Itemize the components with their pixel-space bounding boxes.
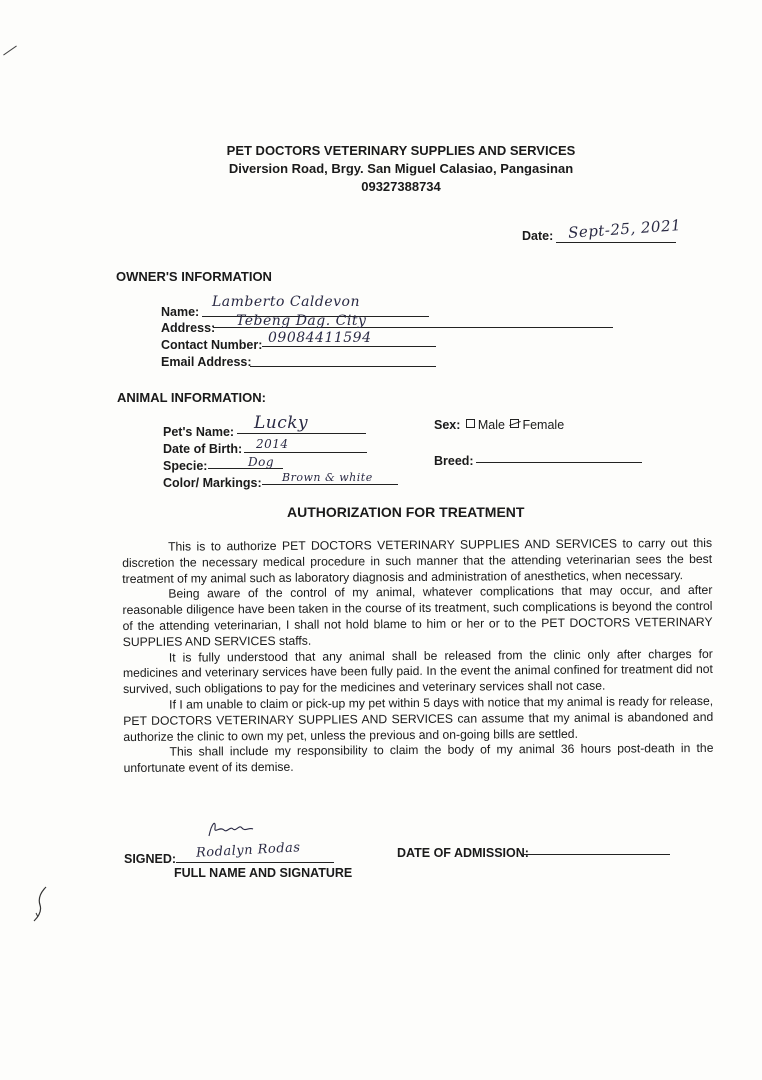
owner-contact-label: Contact Number: <box>161 338 263 352</box>
sex-label: Sex: <box>434 418 461 432</box>
owner-name-label: Name: <box>161 305 200 319</box>
owner-contact-line <box>262 346 436 347</box>
color-value[interactable]: Brown & white <box>282 471 373 484</box>
animal-section-title: ANIMAL INFORMATION: <box>117 390 266 405</box>
pet-name-label: Pet's Name: <box>163 425 235 439</box>
owner-address-value[interactable]: Tebeng Dag. City <box>236 313 367 329</box>
authorization-body <box>122 536 714 777</box>
company-address: Diversion Road, Brgy. San Miguel Calasiao, Pangasinan <box>228 161 574 176</box>
color-line <box>262 484 398 485</box>
owner-name-value[interactable]: Lamberto Caldevon <box>212 294 361 310</box>
authorization-paragraph: Being aware of the control of my animal, whatever complications that may occur, and after reasonable diligence have been taken in the course of its treatment, such complications is beyond the control of the attending veterinarian, I shall not hold blame to him or her or to the PET DOCTORS VETERINARY SUPPLIES AND SERVICES staffs. <box>122 583 713 649</box>
admission-label: DATE OF ADMISSION: <box>397 846 529 860</box>
authorization-paragraph: If I am unable to claim or pick-up my pet within 5 days with notice that my animal is ready for release, PET DOCTORS VETERINARY SUPPLIES AND SERVICES can assume that my animal is abandoned and authorize the clinic to own my pet, unless the previous and on-going bills are settled. <box>123 693 714 744</box>
admission-line <box>524 854 670 855</box>
margin-mark <box>30 885 54 932</box>
signature-line <box>176 862 334 863</box>
document-header <box>0 142 762 196</box>
owner-contact-value[interactable]: 09084411594 <box>268 330 372 346</box>
company-phone: 09327388734 <box>361 179 441 194</box>
date-label: Date: <box>522 229 554 243</box>
owner-email-line <box>250 366 436 367</box>
date-value[interactable]: Sept-25, 2021 <box>567 216 682 242</box>
authorization-paragraph: This shall include my responsibility to claim the body of my animal 36 hours post-death in the unfortunate event of its demise. <box>123 741 714 776</box>
male-label: Male <box>477 418 505 432</box>
signature-mark <box>206 818 256 842</box>
specie-label: Specie: <box>163 459 208 473</box>
female-checkbox[interactable] <box>510 419 519 428</box>
breed-line <box>476 462 642 463</box>
owner-email-label: Email Address: <box>161 355 252 369</box>
corner-mark <box>3 46 17 56</box>
dob-value[interactable]: 2014 <box>256 437 289 451</box>
company-name: PET DOCTORS VETERINARY SUPPLIES AND SERVICES <box>226 143 576 158</box>
breed-label: Breed: <box>434 454 474 468</box>
color-label: Color/ Markings: <box>163 476 262 490</box>
pet-name-value[interactable]: Lucky <box>254 413 309 433</box>
specie-value[interactable]: Dog <box>248 455 275 469</box>
male-checkbox[interactable] <box>466 419 475 428</box>
owner-section-title: OWNER'S INFORMATION <box>116 269 272 284</box>
authorization-title: AUTHORIZATION FOR TREATMENT <box>287 504 525 520</box>
pet-name-line <box>237 433 366 434</box>
signature-caption: FULL NAME AND SIGNATURE <box>174 866 353 880</box>
date-line <box>556 242 676 243</box>
owner-address-label: Address: <box>161 321 216 335</box>
authorization-paragraph: This is to authorize PET DOCTORS VETERINARY SUPPLIES AND SERVICES to carry out this discretion the necessary medical procedure in such manner that the attending veterinarian sees the best treatment of my animal such as laboratory diagnosis and administration of anesthetics, when necessary. <box>122 535 713 586</box>
female-label: Female <box>522 418 565 432</box>
dob-label: Date of Birth: <box>163 442 243 456</box>
authorization-paragraph: It is fully understood that any animal shall be released from the clinic only after charges for medicines and veterinary services have been fully paid. In the event the animal confined for treatment did not survived, such obligations to pay for the medicines and veterinary services shall not case. <box>122 646 713 697</box>
signature-name-value[interactable]: Rodalyn Rodas <box>195 840 301 861</box>
sex-field <box>434 418 564 432</box>
signed-label: SIGNED: <box>124 852 177 866</box>
dob-line <box>244 452 367 453</box>
